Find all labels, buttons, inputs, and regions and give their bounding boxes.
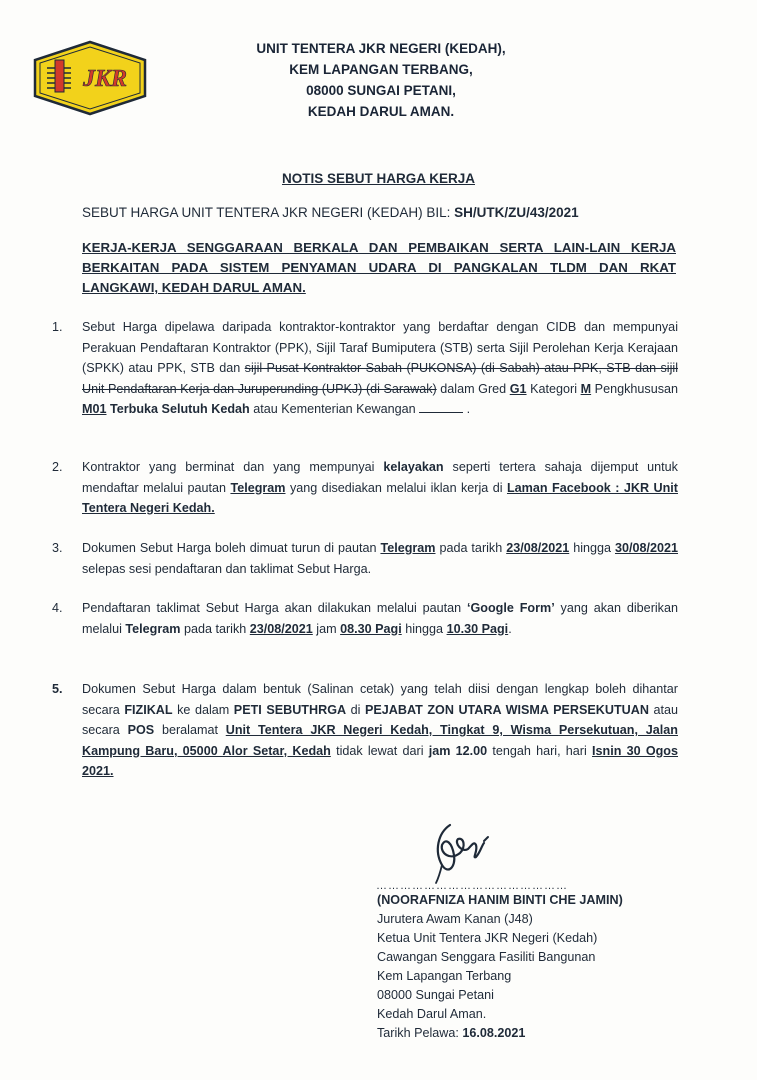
signatory-line: Jurutera Awam Kanan (J48) <box>377 912 533 926</box>
signatory-block <box>377 891 623 1043</box>
item-body: Dokumen Sebut Harga boleh dimuat turun di pautan Telegram pada tarikh 23/08/2021 hingga 30/08/2021 selepas sesi pendaftaran dan taklimat Sebut Harga. <box>82 541 679 576</box>
deadline-date: Isnin 30 Ogos 2021. <box>82 743 679 778</box>
handwritten-signature <box>420 815 510 885</box>
start-date: 23/08/2021 <box>506 541 570 555</box>
kelayakan: kelayakan <box>383 460 444 474</box>
signatory-line: Cawangan Senggara Fasiliti Bangunan <box>377 950 596 964</box>
item-body: Dokumen Sebut Harga dalam bentuk (Salinan cetak) yang telah diisi dengan lengkap boleh dihantar secara FIZIKAL ke dalam PETI SEBUTHRGA di PEJABAT ZON UTARA WISMA PERSEKUTUAN atau secara POS beralamat Unit Tentera JKR Negeri Kedah, Tingkat 9, Wisma Persekutuan, Jalan Kampung Baru, 05000 Alor Setar, Kedah tidak lewat dari jam 12.00 tengah hari, hari Isnin 30 Ogos 2021. <box>82 682 679 778</box>
item-number: 4. <box>52 601 63 615</box>
invitation-date-value: 16.08.2021 <box>462 1026 526 1040</box>
office-address <box>200 38 562 122</box>
signatory-line: 08000 Sungai Petani <box>377 988 494 1002</box>
notice-item-3 <box>52 538 678 579</box>
jkr-logo <box>31 40 149 116</box>
item-number: 3. <box>52 541 63 555</box>
telegram-link: Telegram <box>380 541 436 555</box>
notice-item-4 <box>52 598 678 639</box>
notice-item-5 <box>52 679 678 782</box>
item-body: Sebut Harga dipelawa daripada kontraktor-kontraktor yang berdaftar dengan CIDB dan mempunyai Perakuan Pendaftaran Kontraktor (PPK), Sijil Taraf Bumiputera (STB) serta Sijil Perolehan Kerja Kerajaan (SPKK) atau PPK, STB dan sijil Pusat Kontraktor Sabah (PUKONSA) (di Sabah) atau PPK, STB dan sijil Unit Pendaftaran Kerja dan Juruperunding (UPKJ) (di Sarawak) dalam Gred G1 Kategori M Pengkhususan M01 Terbuka Selutuh Kedah atau Kementerian Kewangan . <box>82 320 679 416</box>
facebook-page: Laman Facebook : JKR Unit Tentera Negeri Kedah. <box>82 480 678 515</box>
item-body: Pendaftaran taklimat Sebut Harga akan dilakukan melalui pautan ‘Google Form’ yang akan diberikan melalui Telegram pada tarikh 23/08/2021 jam 08.30 Pagi hingga 10.30 Pagi. <box>82 601 678 636</box>
kategori: M <box>580 381 592 396</box>
notice-item-1 <box>52 317 678 420</box>
project-title-line: KERJA-KERJA SENGGARAAN BERKALA DAN PEMBAIKAN SERTA LAIN-LAIN KERJA <box>82 240 676 255</box>
item-number: 2. <box>52 460 63 474</box>
svg-text:JKR: JKR <box>82 66 128 92</box>
delivery-address: Unit Tentera JKR Negeri Kedah, Tingkat 9, Wisma Persekutuan, Jalan Kampung Baru, 05000 Alor Setar, Kedah <box>82 723 678 758</box>
project-title-line: LANGKAWI, KEDAH DARUL AMAN. <box>82 280 306 295</box>
deadline-time: jam 12.00 <box>428 743 488 758</box>
notice-title: NOTIS SEBUT HARGA KERJA <box>281 171 475 186</box>
terbuka-area: Terbuka Selutuh Kedah <box>106 402 250 416</box>
item-body: Kontraktor yang berminat dan yang mempunyai kelayakan seperti tertera sahaja dijemput untuk mendaftar melalui pautan Telegram yang disediakan melalui iklan kerja di Laman Facebook : JKR Unit Tentera Negeri Kedah. <box>82 460 678 515</box>
address-line: UNIT TENTERA JKR NEGERI (KEDAH), <box>256 41 506 56</box>
telegram-text: Telegram <box>125 621 181 636</box>
pos: POS <box>127 723 155 737</box>
signatory-name: (NOORAFNIZA HANIM BINTI CHE JAMIN) <box>377 893 623 907</box>
notice-item-2 <box>52 457 678 519</box>
fizikal: FIZIKAL <box>124 702 173 717</box>
address-line: KEM LAPANGAN TERBANG, <box>289 62 473 77</box>
project-title <box>82 238 676 298</box>
end-date: 30/08/2021 <box>614 541 679 555</box>
signatory-line: Kem Lapangan Terbang <box>377 969 512 983</box>
signature-line: ………………………………………… <box>376 880 568 892</box>
pejabat: PEJABAT ZON UTARA WISMA PERSEKUTUAN <box>364 702 649 717</box>
item-number: 1. <box>52 320 63 334</box>
invitation-date: Tarikh Pelawa: 16.08.2021 <box>377 1026 526 1040</box>
telegram-link: Telegram <box>230 480 286 495</box>
peti: PETI SEBUTHRGA <box>233 702 347 717</box>
project-title-line: BERKAITAN PADA SISTEM PENYAMAN UDARA DI PANGKALAN TLDM DAN RKAT <box>82 260 676 275</box>
start-time: 08.30 Pagi <box>340 621 402 636</box>
address-line: 08000 SUNGAI PETANI, <box>306 83 456 98</box>
address-line: KEDAH DARUL AMAN. <box>307 104 455 119</box>
tender-reference <box>82 205 579 220</box>
signatory-line: Kedah Darul Aman. <box>377 1007 487 1021</box>
blank-line <box>419 400 463 413</box>
signatory-line: Ketua Unit Tentera JKR Negeri (Kedah) <box>377 931 598 945</box>
reference-number: SH/UTK/ZU/43/2021 <box>454 205 579 220</box>
briefing-date: 23/08/2021 <box>249 621 313 636</box>
item-number: 5. <box>52 682 63 696</box>
pengkhususan: M01 <box>82 402 107 416</box>
end-time: 10.30 Pagi <box>446 621 509 636</box>
google-form: ‘Google Form’ <box>466 601 555 615</box>
reference-label: SEBUT HARGA UNIT TENTERA JKR NEGERI (KEDAH) BIL: <box>82 205 451 220</box>
gred: G1 <box>509 381 527 396</box>
struck-text: sijil Pusat Kontraktor Sabah (PUKONSA) (di Sabah) atau PPK, STB dan sijil Unit Pendaftaran Kerja dan Juruperunding (UPKJ) (di Sarawak) <box>82 361 678 396</box>
